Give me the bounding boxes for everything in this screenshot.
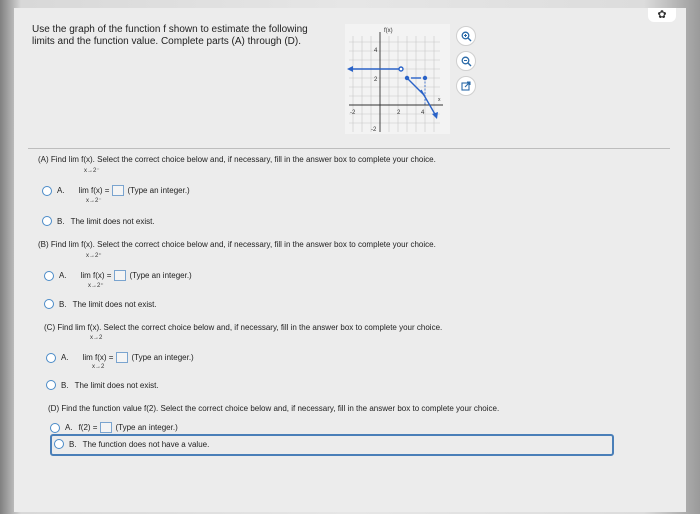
graph-tools — [456, 26, 476, 101]
radio-button[interactable] — [50, 423, 60, 433]
radio-button[interactable] — [54, 439, 64, 449]
function-graph — [345, 24, 450, 134]
question-intro: Use the graph of the function f shown to estimate the following limits and the function value. Complete parts (A) through (D). — [32, 24, 308, 47]
graph-ytick: 2 — [374, 77, 378, 83]
part-b-prompt: (B) Find lim f(x). Select the correct choice below and, if necessary, fill in the answer box to complete your choice. — [38, 240, 436, 249]
graph-ytick: 4 — [374, 48, 378, 54]
answer-box[interactable] — [112, 185, 124, 196]
radio-button[interactable] — [44, 299, 54, 309]
graph-xtick: 2 — [397, 110, 401, 116]
external-link-icon[interactable] — [456, 76, 476, 96]
answer-box[interactable] — [116, 352, 128, 363]
part-a-option-a[interactable]: A. lim f(x) = (Type an integer.) — [42, 185, 190, 196]
answer-box[interactable] — [114, 270, 126, 281]
part-a-prompt: (A) Find lim f(x). Select the correct choice below and, if necessary, fill in the answer box to complete your choice. — [38, 155, 436, 164]
graph-xtick: 4 — [421, 110, 425, 116]
radio-button[interactable] — [46, 380, 56, 390]
part-b-option-b[interactable]: B. The limit does not exist. — [44, 299, 157, 309]
answer-box[interactable] — [100, 422, 112, 433]
part-c-option-b[interactable]: B. The limit does not exist. — [46, 380, 159, 390]
radio-button[interactable] — [42, 216, 52, 226]
zoom-out-icon[interactable] — [456, 51, 476, 71]
part-b-limit-sub: x→2⁺ — [86, 253, 102, 259]
graph-ytick: -2 — [371, 127, 377, 133]
section-divider — [28, 148, 670, 149]
graph-xlabel: x — [438, 97, 441, 103]
part-a-option-b[interactable]: B. The limit does not exist. — [42, 216, 155, 226]
part-c-option-sub: x→2 — [92, 364, 105, 370]
radio-button[interactable] — [42, 186, 52, 196]
part-d-option-a[interactable]: A. f(2) = (Type an integer.) — [50, 422, 178, 433]
graph-ylabel: f(x) — [384, 28, 393, 34]
zoom-in-icon[interactable] — [456, 26, 476, 46]
part-c-limit-sub: x→2 — [90, 335, 103, 341]
graph-xtick: -2 — [350, 110, 356, 116]
part-c-prompt: (C) Find lim f(x). Select the correct choice below and, if necessary, fill in the answer box to complete your choice. — [44, 323, 443, 332]
radio-button[interactable] — [46, 353, 56, 363]
part-b-option-a[interactable]: A. lim f(x) = (Type an integer.) — [44, 270, 192, 281]
settings-icon[interactable]: ✿ — [657, 9, 667, 21]
part-c-option-a[interactable]: A. lim f(x) = (Type an integer.) — [46, 352, 194, 363]
part-d-prompt: (D) Find the function value f(2). Select the correct choice below and, if necessary, fill in the answer box to complete your choice. — [48, 404, 500, 413]
settings-tab[interactable] — [648, 8, 676, 22]
part-b-option-sub: x→2⁺ — [88, 283, 104, 289]
part-a-option-sub: x→2⁻ — [86, 198, 102, 204]
part-a-limit-sub: x→2⁻ — [84, 168, 100, 174]
part-d-option-b[interactable]: B. The function does not have a value. — [54, 439, 209, 449]
radio-button[interactable] — [44, 271, 54, 281]
